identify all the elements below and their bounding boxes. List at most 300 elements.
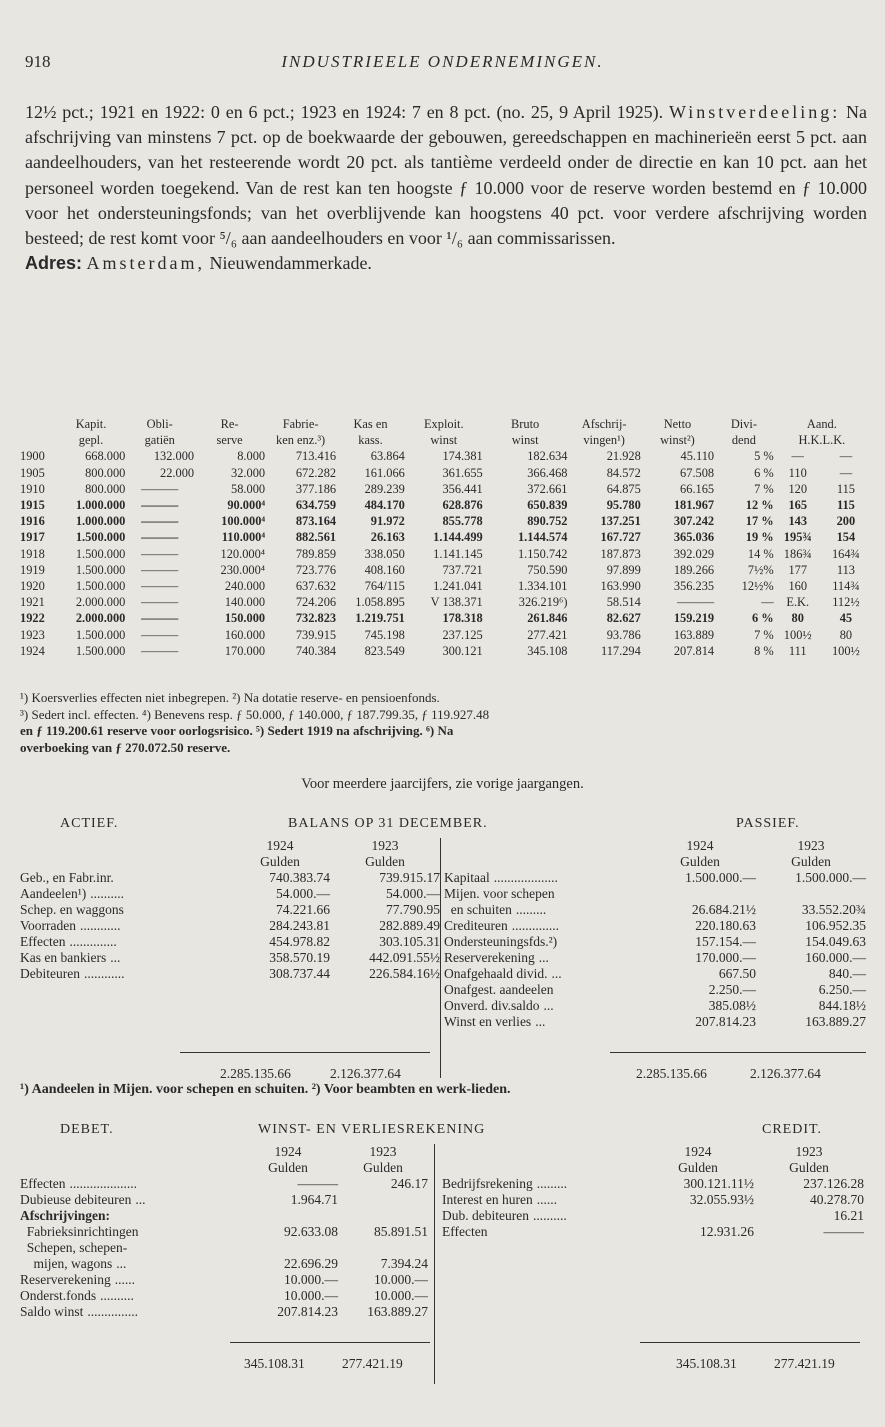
history-cell-afs: 163.990 <box>600 579 641 594</box>
passief-row <box>444 982 866 998</box>
actief-value-1924: 454.978.82 <box>269 934 330 949</box>
pl-total-right-1923: 277.421.19 <box>774 1356 835 1371</box>
history-cell-a1: 177 <box>788 562 808 577</box>
credit-year-1924: 1924 <box>684 1144 712 1159</box>
passief-label <box>444 870 644 886</box>
debet-value-1923 <box>338 1192 428 1208</box>
history-cell-kap: 1.500.000 <box>75 546 126 561</box>
history-cell-div: 14 % <box>747 546 774 561</box>
debet-row <box>20 1240 428 1256</box>
actief-label-dots: .............. <box>69 934 117 949</box>
debet-label <box>20 1192 238 1208</box>
history-cell-a1: 143 <box>788 514 808 529</box>
credit-label <box>442 1192 642 1208</box>
passief-label-dots: ... <box>543 998 554 1013</box>
address-label: Adres: <box>25 253 83 274</box>
history-cell-fab: 723.776 <box>295 562 337 577</box>
history-cell-a2: 164¾ <box>831 546 860 561</box>
history-header-bottom: winst <box>430 433 458 448</box>
page-number: 918 <box>25 52 51 71</box>
credit-unit-1924: Gulden <box>678 1160 718 1175</box>
footnote-line-3: en ƒ 119.200.61 reserve voor oorlogsrisico. ⁵) Sedert 1919 na afschrijving. ⁶) Na <box>20 723 454 738</box>
debet-unit-1924: Gulden <box>268 1160 308 1175</box>
credit-label <box>442 1224 642 1240</box>
history-cell-exp: 300.121 <box>442 643 483 658</box>
passief-row <box>444 1014 866 1030</box>
balance-footnote: ¹) Aandeelen in Mijen. voor schepen en schuiten. ²) Voor beambten en werk-lieden. <box>20 1082 511 1097</box>
history-header-top: Divi- <box>730 417 757 431</box>
credit-value-1924: 300.121.11½ <box>683 1176 754 1191</box>
passief-label-text: Onafgest. aandeelen <box>444 982 554 997</box>
actief-value-1923: 226.584.16½ <box>369 966 440 981</box>
history-cell-afs: 117.294 <box>601 643 641 658</box>
credit-label-text: Bedrijfsrekening <box>442 1176 533 1191</box>
history-cell-div: 6 % <box>752 611 774 626</box>
actief-row <box>20 870 440 886</box>
footnote-line-2: ³) Sedert incl. effecten. ⁴) Benevens resp. ƒ 50.000, ƒ 140.000, ƒ 187.799.35, ƒ 119.927.48 <box>20 706 490 722</box>
actief-label <box>20 886 230 902</box>
history-header-top: Re- <box>220 417 239 431</box>
history-cell-fab: 789.859 <box>295 546 337 561</box>
passief-label <box>444 918 644 934</box>
passief-row <box>444 934 866 950</box>
history-header-bottom: vingen¹) <box>583 433 625 448</box>
actief-value-1924: 740.383.74 <box>269 870 330 885</box>
debet-label-dots: .......... <box>100 1288 134 1303</box>
debet-value-1924 <box>238 1240 338 1256</box>
history-cell-a2: 154 <box>836 530 856 545</box>
history-cell-fab: 724.206 <box>295 595 337 610</box>
debet-label-text: Afschrijvingen: <box>20 1208 110 1223</box>
running-title: INDUSTRIEELE ONDERNEMINGEN. <box>281 52 604 71</box>
pl-left-title: DEBET. <box>60 1122 114 1137</box>
history-cell-net: 307.242 <box>673 514 715 529</box>
history-cell-fab: 713.416 <box>295 449 337 464</box>
history-cell-bru: 890.752 <box>527 514 568 529</box>
page-header <box>0 52 885 74</box>
passief-row <box>444 902 866 918</box>
history-cell-obl: ——— <box>141 514 179 529</box>
company-description <box>25 100 867 276</box>
history-cell-obl: 132.000 <box>153 449 195 464</box>
debet-label-text: Schepen, schepen- <box>20 1240 128 1255</box>
credit-label-text: Interest en huren <box>442 1192 533 1207</box>
credit-value-1923: 16.21 <box>833 1208 864 1223</box>
history-header-top: Kapit. <box>75 417 107 431</box>
history-cell-net: 207.814 <box>673 643 715 658</box>
history-cell-div: 7½% <box>747 562 774 577</box>
history-cell-bru: 277.421 <box>527 627 568 642</box>
passief-unit-row <box>444 854 866 870</box>
history-cell-kap: 800.000 <box>85 481 126 496</box>
history-cell-exp: 174.381 <box>442 449 483 464</box>
balance-title: BALANS OP 31 DECEMBER. <box>288 816 488 831</box>
history-cell-exp: 1.144.499 <box>433 530 483 545</box>
credit-label <box>442 1176 642 1192</box>
address-city: Amsterdam, <box>86 253 205 274</box>
history-cell-obl: ——— <box>141 611 179 626</box>
history-cell-bru: 1.334.101 <box>517 579 568 594</box>
debet-label <box>20 1272 238 1288</box>
history-cell-bru: 326.219⁶) <box>518 595 568 610</box>
intro-text-1: 12½ pct.; 1921 en 1922: 0 en 6 pct.; 1923 en 1924: 7 en 8 pct. (no. 25, 9 April 1925). <box>25 102 664 122</box>
credit-value-1924: 12.931.26 <box>700 1224 754 1239</box>
actief-label-dots: ............ <box>79 918 121 933</box>
debet-value-1924: 1.964.71 <box>290 1192 338 1207</box>
credit-row <box>442 1176 864 1192</box>
passief-value-1924 <box>644 886 756 902</box>
history-cell-obl: ——— <box>141 579 179 594</box>
passief-value-1923: 33.552.20¾ <box>801 902 866 917</box>
passief-value-1924: 2.250.— <box>708 982 756 997</box>
history-cell-kas: 338.050 <box>364 546 405 561</box>
history-cell-exp: 361.655 <box>442 465 483 480</box>
history-header-top: Fabrie- <box>282 417 319 431</box>
history-cell-fab: 637.632 <box>295 579 337 594</box>
actief-value-1923: 77.790.95 <box>386 902 440 917</box>
history-cell-fab: 882.561 <box>295 530 337 545</box>
history-cell-bru: 750.590 <box>527 562 568 577</box>
actief-unit-blank <box>20 854 230 870</box>
history-cell-a2: 80 <box>839 627 853 642</box>
history-cell-kas: 1.058.895 <box>355 595 405 610</box>
history-header-bottom: winst <box>511 433 539 448</box>
history-cell-afs: 97.899 <box>606 562 641 577</box>
passief-label-text: Winst en verlies <box>444 1014 532 1029</box>
history-cell-y: 1924 <box>20 643 45 658</box>
history-cell-a1: 111 <box>788 643 807 658</box>
debet-value-1924: 10.000.— <box>284 1272 338 1287</box>
credit-value-1923: ——— <box>823 1224 864 1239</box>
debet-value-1924: 22.696.29 <box>284 1256 338 1271</box>
history-cell-y: 1900 <box>20 449 45 464</box>
history-cell-res: 58.000 <box>231 481 266 496</box>
debet-label <box>20 1224 238 1240</box>
history-header-top: Aand. <box>806 417 837 431</box>
history-header-bottom: gatiën <box>144 433 175 448</box>
history-cell-res: 90.000⁴ <box>227 498 266 513</box>
debet-label <box>20 1240 238 1256</box>
passief-value-1924: 157.154.— <box>695 934 756 949</box>
credit-value-1923: 40.278.70 <box>810 1192 864 1207</box>
balance-left-title: ACTIEF. <box>60 816 119 831</box>
debet-label <box>20 1288 238 1304</box>
history-cell-res: 100.000⁴ <box>221 514 266 529</box>
credit-value-1924 <box>642 1208 754 1224</box>
history-cell-afs: 58.514 <box>606 595 641 610</box>
history-cell-exp: 178.318 <box>442 611 483 626</box>
actief-value-1923: 54.000.— <box>386 886 440 901</box>
history-cell-bru: 372.661 <box>527 481 568 496</box>
actief-label-text: Debiteuren <box>20 966 80 981</box>
history-cell-fab: 377.186 <box>295 481 337 496</box>
history-cell-fab: 739.915 <box>295 627 337 642</box>
history-cell-kap: 800.000 <box>85 465 126 480</box>
credit-label <box>442 1208 642 1224</box>
history-cell-fab: 672.282 <box>295 465 337 480</box>
history-cell-obl: ——— <box>141 481 179 496</box>
actief-label-text: Effecten <box>20 934 66 949</box>
passief-label-dots: ......... <box>515 902 547 917</box>
debet-row <box>20 1176 428 1192</box>
debet-label-text: mijen, wagons <box>20 1256 113 1271</box>
history-cell-y: 1916 <box>20 514 45 529</box>
history-cell-a1: 100½ <box>783 627 812 642</box>
passief-year-1923: 1923 <box>797 838 825 853</box>
history-row <box>20 594 870 610</box>
balance-divider <box>440 838 441 1078</box>
history-cell-kas: 161.066 <box>364 465 405 480</box>
history-row <box>20 627 870 643</box>
credit-unit-blank <box>442 1160 642 1176</box>
history-cell-div: 8 % <box>754 643 774 658</box>
history-cell-afs: 64.875 <box>606 481 641 496</box>
passief-value-1923: 6.250.— <box>818 982 866 997</box>
passief-label <box>444 1014 644 1030</box>
history-cell-res: 150.000 <box>224 611 266 626</box>
history-cell-exp: 356.441 <box>442 481 483 496</box>
passief-label <box>444 950 644 966</box>
passief-label <box>444 902 644 918</box>
history-cell-kas: 484.170 <box>364 498 405 513</box>
history-cell-fab: 634.759 <box>295 498 337 513</box>
actief-value-1923: 282.889.49 <box>379 918 440 933</box>
passief-label <box>444 934 644 950</box>
debet-year-1924: 1924 <box>274 1144 302 1159</box>
history-cell-div: 12½% <box>741 579 774 594</box>
history-cell-div: 6 % <box>754 465 774 480</box>
history-cell-a2: 115 <box>836 498 855 513</box>
debet-value-1924: 207.814.23 <box>277 1304 338 1319</box>
history-cell-a1: E.K. <box>786 595 810 610</box>
history-cell-res: 32.000 <box>231 465 266 480</box>
actief-row <box>20 934 440 950</box>
history-cell-a1: 110 <box>788 465 807 480</box>
history-cell-res: 110.000⁴ <box>221 530 266 545</box>
profit-distribution-heading: Winstverdeeling: <box>668 102 841 122</box>
actief-value-1924: 308.737.44 <box>269 966 330 981</box>
pl-right-title: CREDIT. <box>762 1122 823 1137</box>
actief-value-1924: 74.221.66 <box>276 902 330 917</box>
credit-label-dots: ...... <box>536 1192 557 1207</box>
history-cell-y: 1905 <box>20 465 45 480</box>
credit-label-dots: ......... <box>536 1176 568 1191</box>
history-row <box>20 448 870 464</box>
passief-row <box>444 870 866 886</box>
history-cell-afs: 82.627 <box>606 611 641 626</box>
actief-unit-1923: Gulden <box>365 854 405 869</box>
history-cell-net: ——— <box>676 595 715 610</box>
history-cell-net: 189.266 <box>673 562 715 577</box>
history-cell-exp: 237.125 <box>442 627 483 642</box>
passief-label-text: en schuiten <box>444 902 512 917</box>
passief-year-1924: 1924 <box>686 838 714 853</box>
history-cell-net: 365.036 <box>673 530 715 545</box>
debet-row <box>20 1208 428 1224</box>
passief-value-1923: 844.18½ <box>818 998 866 1013</box>
actief-year-row <box>20 838 440 854</box>
credit-value-1924: 32.055.93½ <box>689 1192 754 1207</box>
balance-total-right-1924: 2.285.135.66 <box>636 1066 707 1081</box>
history-cell-exp: 737.721 <box>442 562 483 577</box>
actief-label <box>20 918 230 934</box>
passief-label-text: Onafgehaald divid. <box>444 966 548 981</box>
balance-actief <box>20 838 440 982</box>
history-cell-res: 240.000 <box>224 579 266 594</box>
pl-credit <box>442 1144 864 1240</box>
actief-row <box>20 902 440 918</box>
passief-value-1923: 840.— <box>828 966 866 981</box>
actief-label <box>20 902 230 918</box>
actief-value-1923: 303.105.31 <box>379 934 440 949</box>
debet-year-1923: 1923 <box>369 1144 397 1159</box>
history-cell-net: 67.508 <box>680 465 715 480</box>
credit-unit-1923: Gulden <box>789 1160 829 1175</box>
history-cell-bru: 345.108 <box>527 643 568 658</box>
credit-unit-row <box>442 1160 864 1176</box>
history-cell-kas: 1.219.751 <box>355 611 405 626</box>
history-cell-y: 1910 <box>20 481 45 496</box>
actief-row <box>20 950 440 966</box>
history-row <box>20 546 870 562</box>
history-cell-kas: 745.198 <box>364 627 405 642</box>
history-cell-obl: 22.000 <box>160 465 195 480</box>
history-cell-bru: 366.468 <box>527 465 568 480</box>
credit-row <box>442 1192 864 1208</box>
passief-unit-blank <box>444 854 644 870</box>
history-cell-fab: 732.823 <box>295 611 337 626</box>
history-table <box>20 416 870 659</box>
debet-unit-blank <box>20 1160 238 1176</box>
history-cell-bru: 1.144.574 <box>517 530 568 545</box>
passief-value-1924: 220.180.63 <box>695 918 756 933</box>
passief-label <box>444 886 644 902</box>
actief-label-text: Geb., en Fabr.inr. <box>20 870 114 885</box>
passief-row <box>444 998 866 1014</box>
pl-right-total-rule <box>640 1342 860 1343</box>
history-cell-obl: ——— <box>141 643 179 658</box>
history-cell-res: 160.000 <box>224 627 266 642</box>
passief-label-text: Mijen. voor schepen <box>444 886 555 901</box>
history-row <box>20 610 870 626</box>
debet-label-text: Onderst.fonds <box>20 1288 97 1303</box>
passief-unit-1924: Gulden <box>680 854 720 869</box>
passief-label <box>444 998 644 1014</box>
history-cell-y: 1921 <box>20 595 45 610</box>
history-header-bottom: ken enz.³) <box>276 433 326 448</box>
history-cell-a2: — <box>839 449 853 464</box>
debet-value-1923: 7.394.24 <box>380 1256 428 1271</box>
balance-total-right-1923: 2.126.377.64 <box>750 1066 821 1081</box>
actief-label <box>20 966 230 982</box>
passief-value-1923: 154.049.63 <box>805 934 866 949</box>
passief-label-dots: ... <box>535 1014 546 1029</box>
actief-value-1924: 358.570.19 <box>269 950 330 965</box>
actief-row <box>20 886 440 902</box>
history-header-bottom: kass. <box>358 433 383 448</box>
debet-value-1924: 10.000.— <box>284 1288 338 1303</box>
history-cell-exp: V 138.371 <box>430 595 483 610</box>
history-cell-div: 12 % <box>745 498 774 513</box>
history-cell-a2: 113 <box>836 562 855 577</box>
history-cell-fab: 740.384 <box>295 643 337 658</box>
history-row <box>20 562 870 578</box>
history-cell-exp: 1.241.041 <box>433 579 483 594</box>
history-cell-kap: 1.500.000 <box>75 643 126 658</box>
credit-label-text: Effecten <box>442 1224 488 1239</box>
history-cell-bru: 261.846 <box>527 611 568 626</box>
actief-label-text: Schep. en waggons <box>20 902 124 917</box>
history-cell-div: 19 % <box>745 530 774 545</box>
passief-value-1923: 163.889.27 <box>805 1014 866 1029</box>
actief-value-1923: 739.915.17 <box>379 870 440 885</box>
passief-label <box>444 982 644 998</box>
footnote-line-1: ¹) Koersverlies effecten niet inbegrepen. ²) Na dotatie reserve- en pensioenfonds. <box>20 690 440 705</box>
actief-year-1923: 1923 <box>371 838 399 853</box>
debet-row <box>20 1272 428 1288</box>
history-cell-div: 7 % <box>754 481 774 496</box>
credit-label-text: Dub. debiteuren <box>442 1208 529 1223</box>
actief-year-blank <box>20 838 230 854</box>
actief-label <box>20 950 230 966</box>
debet-value-1924: ——— <box>297 1176 338 1191</box>
history-cell-y: 1919 <box>20 562 45 577</box>
debet-label-text: Fabrieksinrichtingen <box>20 1224 139 1239</box>
history-header-bottom: dend <box>731 433 756 448</box>
debet-label-text: Saldo winst <box>20 1304 84 1319</box>
debet-label-dots: ............... <box>87 1304 139 1319</box>
debet-row <box>20 1256 428 1272</box>
actief-label-dots: ... <box>110 950 121 965</box>
history-header-bottom: H.K.L.K. <box>798 433 846 448</box>
debet-unit-row <box>20 1160 428 1176</box>
history-header-bottom: winst²) <box>660 433 695 448</box>
passief-value-1924: 26.684.21½ <box>691 902 756 917</box>
credit-value-1923: 237.126.28 <box>803 1176 864 1191</box>
footnote-line-4: overboeking van ƒ 270.072.50 reserve. <box>20 739 231 755</box>
history-cell-kap: 1.500.000 <box>75 562 126 577</box>
passief-label-dots: ................... <box>493 870 558 885</box>
balance-right-title: PASSIEF. <box>736 816 800 831</box>
history-cell-res: 230.000⁴ <box>220 562 266 577</box>
history-row <box>20 578 870 594</box>
debet-label-text: Effecten <box>20 1176 66 1191</box>
history-cell-net: 163.889 <box>673 627 715 642</box>
history-cell-kas: 26.163 <box>370 530 405 545</box>
debet-label-text: Reserverekening <box>20 1272 111 1287</box>
address-street: Nieuwendammerkade. <box>209 253 372 274</box>
passief-year-row <box>444 838 866 854</box>
pl-debet <box>20 1144 428 1320</box>
history-cell-bru: 1.150.742 <box>517 546 568 561</box>
history-cell-afs: 187.873 <box>600 546 641 561</box>
balance-total-left-1923: 2.126.377.64 <box>330 1066 401 1081</box>
history-row <box>20 481 870 497</box>
debet-label <box>20 1256 238 1272</box>
pl-title: WINST- EN VERLIESREKENING <box>258 1122 486 1137</box>
passief-row <box>444 950 866 966</box>
intro-text-2: Na afschrijving van minstens 7 pct. op de boekwaarde der gebouwen, gereedschappen en machinerieën eerst 5 pct. aan aandeelhouders, van het resteerende wordt 20 pct. als tantième verdeeld onder de directie en kan 10 pct. aan het personeel worden toegekend. Van de rest kan ten hoogste ƒ 10.000 voor de reserve worden bestemd en ƒ 10.000 voor het ondersteuningsfonds; van het overblijvende kan hoogstens 40 pct. voor verdere afschrijving worden besteed; de rest komt voor ⁵/₆ aan aandeelhouders en voor ¹/₆ aan commissarissen. <box>25 102 868 249</box>
balance-left-total-rule <box>180 1052 430 1053</box>
credit-row <box>442 1208 864 1224</box>
passief-value-1924: 385.08½ <box>708 998 756 1013</box>
passief-label-text: Reserverekening <box>444 950 535 965</box>
pl-left-total-rule <box>230 1342 430 1343</box>
passief-label-text: Ondersteuningsfds.²) <box>444 934 558 949</box>
history-cell-kap: 1.000.000 <box>75 498 126 513</box>
debet-label <box>20 1208 238 1224</box>
passief-year-blank <box>444 838 644 854</box>
